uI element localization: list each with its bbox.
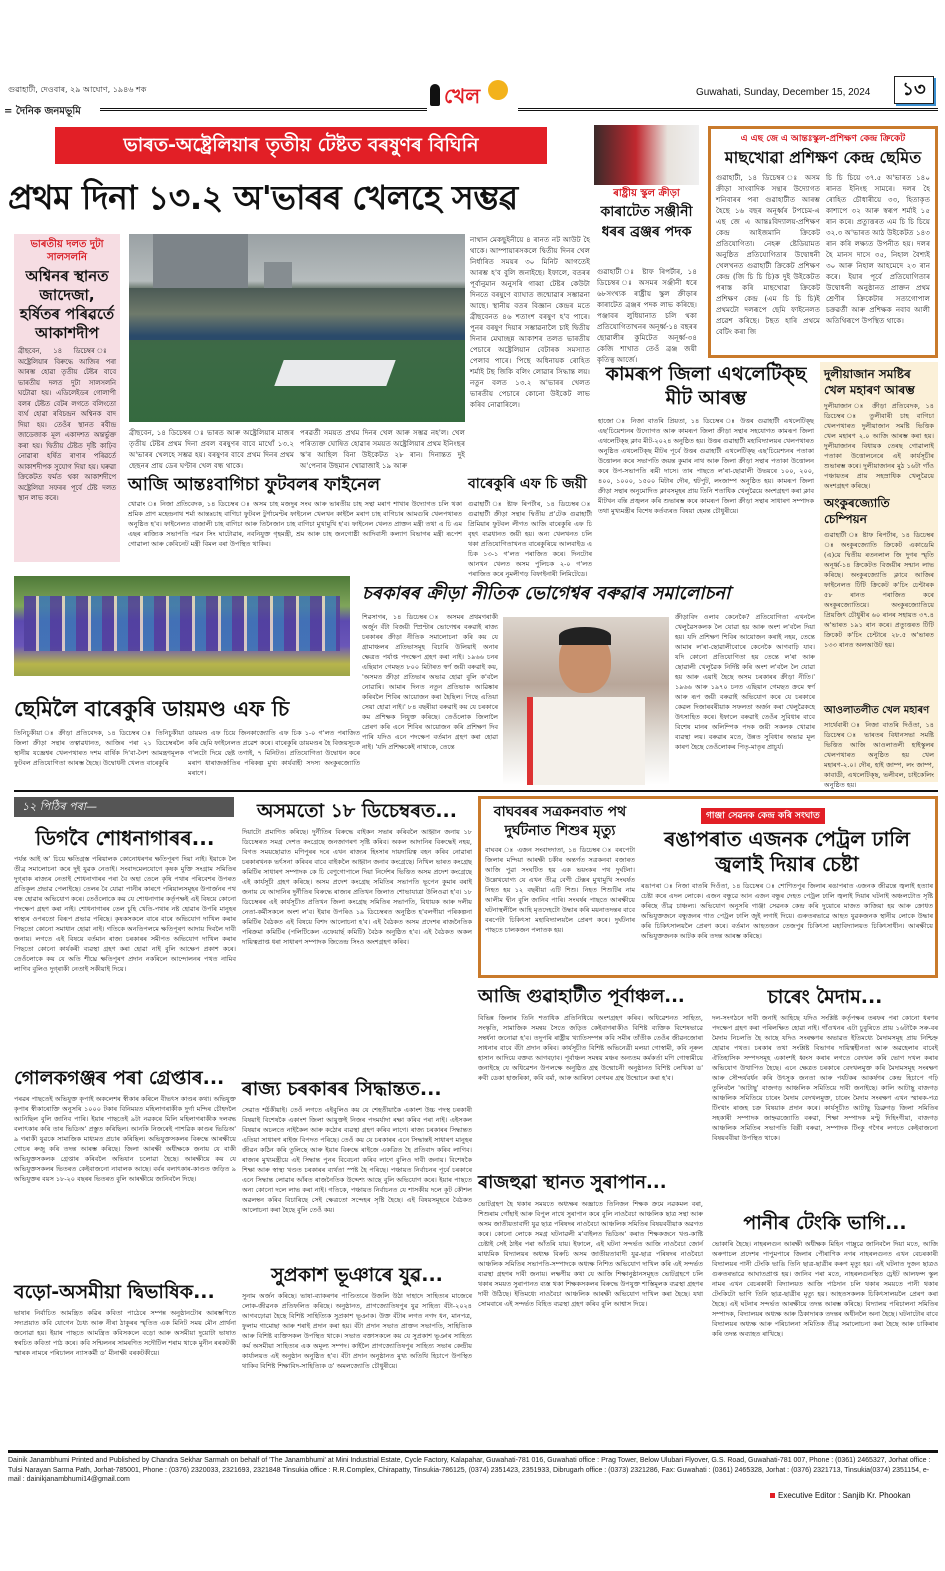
continued-label: ১২ পিঠিৰ পৰা—	[14, 797, 234, 817]
editor-name: Executive Editor : Sanjib Kr. Phookan	[778, 1491, 911, 1500]
runner-icon	[430, 84, 440, 106]
northeast-headline: আজি গুৱাহাটীত পূৰ্বাঞ্চল...	[478, 986, 685, 1007]
sidebar-body: ব্ৰীছবেন, ১৪ ডিচেম্বৰ ঃ অষ্ট্ৰেলিয়াৰ বিৰুদ্ধে আজিৰ পৰা আৰম্ভ হোৱা তৃতীয় টেষ্টৰ বাবে ভাৰতীয় দলত দুটা সালসলনি ঘটোৱা হয়। এডিলেইডৰ গোলাপী বলৰ টেষ্টত বেটৰ লগতে বলিংতো ব্যৰ্থ হোৱা ৰবিচন্দ্ৰন অশ্বিনক বাদ দিয়া হয়। তেওঁৰ স্থানত ৰবীন্দ্ৰ জাডেজাক মূল একাদশত অন্তৰ্ভুক্ত কৰা হয়। দ্বিতীয় টেষ্টত দৃষ্টি কাঢ়িব নোৱাৰা হৰ্ষিত ৰাণাৰ পৰিৱৰ্তে আকাশদীপক সুযোগ দিয়া হয়। ঘৰুৱা ক্ৰিকেটত ফৰ্মত থকা আকাশদীপে অষ্ট্ৰেলিয়া সফৰৰ পূৰ্বে টেষ্ট দলত স্থান লাভ কৰে।	[18, 347, 116, 502]
bhogeswar-photo	[503, 617, 669, 785]
digboi-headline: ডিগবৈ শোধনাগাৰৰ...	[35, 826, 215, 850]
charaideo-headline: চাৰেং মৈদাম...	[767, 986, 883, 1008]
bodo-body: ভাষাৰ নিৰ্বাচিত আমন্ত্ৰিত কৱিৰ কবিতা পাঠেৰে সম্পন্ন অনুষ্ঠানটোৰ আৰম্ভণিতে সদ্যপ্ৰয়াত কবি যোগেন চৈধ্য আৰু নীৰা ঠাকুৰৰ স্মৃতিত এক মিনিট সময় মৌন প্ৰাৰ্থনা জনোৱা হয়। ইয়াৰ পাছতে আমন্ত্ৰিত কবিসকলে বড়ো আৰু অসমীয়া দুয়োটা ভাষাত স্বৰচিত কবিতা পাঠ কৰে। কবি সন্মিলনৰ সামৰণিত সদৌটিল শৰাম থাকে মুনীন ৰৰকটকী স্মাৰক নামৰে পৰিচালন ন্যাসকৰ্মী ড' মীনাক্ষী বৰকটকীয়ে।	[14, 1309, 236, 1357]
lead-body-right: নাথান মেকছুইনীয়ে ৪ ৰানত নট আউট হৈ থাকে। আম্পায়াৰসকলে দ্বিতীয় দিনৰ খেল নিৰ্ধাৰিত সময়ৰ ৩০ মিনিট আগতেই আৰম্ভ হ'ব বুলি জনাইছে। ইফালে, বতৰৰ পূৰ্বানুমান অনুসৰি গাব্বা টেষ্টৰ কেউটা দিনতে বৰষুণে ব্যাঘাত জন্মোৱাৰ সম্ভাৱনা আছে। স্থানীয় বতৰ বিজ্ঞান কেন্দ্ৰৰ মতে ব্ৰীছবেনত ৪৬ শতাংশ বৰষুণ হ'ব পাৰে। পুনৰ বৰষুণ দিয়াৰ সম্ভাৱনালৈ চাই দ্বিতীয় দিনাৰ মেঘাচ্ছন্ন আকাশৰ তলত ভাৰতীয় পেচাৰে অষ্ট্ৰেলিয়ান বেটাৰক সমস্যাত পেলাব পাৰে। পিছে অধিনায়ক ৰোহিত শৰ্মাই টছ জিকি বলিং লোৱাৰ সিদ্ধান্ত লয়। নতুন বলত ১৩.২ অ'ভাৰৰ খেলত ভাৰতীয় পেচাৰে কোনো উইকেট লাভ কৰিব নোৱাৰিলে।	[470, 235, 590, 409]
rajahuwa-headline: ৰাজহুৱা স্থানত সুৰাপান...	[478, 1172, 667, 1193]
barekuri-semi-col-2: ডায়মণ্ড এফ চিয়ে জিনকাজ্যোতি এফ চিক ১-০ গ'লত পৰাজিত কৰি ছেমি ফাইনেলত প্ৰৱেশ কৰে। বাৰেকুৰি ডায়মণ্ডৰ হৈ বিজয়সূচক গ'লটো দিয়ে ছেষ্ট তগাই, ৭ মিনিটত। প্ৰতিযোগিতা উদ্বোধন কৰে মৰাণ ধাৰাজৰ্জাতিৰ পৰিকল্প মুখ্য কাৰ্যবাহী সদস্য অংকুৰজ্যোতি মৰাণে।	[188, 729, 360, 777]
section-logo-text: খেল	[444, 84, 481, 108]
photo-caption-1: ব্ৰীছবেন, ১৪ ডিচেম্বৰ ঃ ভাৰত আৰু অষ্ট্ৰেলিয়াৰ মাজৰ তৃতীয় টেষ্টৰ প্ৰথম দিনা প্ৰবল বৰষুণৰ বাবে মাথোঁ ১৩.২ অ'ভাৰৰ খেলহে সম্ভৱ হয়। বৰষুণৰ বাবে প্ৰথম দিনৰ প্ৰথম ছেছনৰ প্ৰায় ডেৰ ঘণ্টাৰ খেল বন্ধ থাকে।	[129, 428, 294, 470]
building-shape	[153, 234, 248, 288]
duliajan-body: দুলীয়াজান ঃ ক্ৰীড়া প্ৰতিবেদক, ১৪ ডিচেম্বৰ ঃ তুলীবাৰী চাহ বাগিচা খেলপথাৰত দুলীয়াজান সমষ্টি ভিত্তিক খেল মহাৰণ ২.০ আজি আৰম্ভ কৰা হয়। দুলীয়াজানৰ বিধায়ক তেৰছ গোৱালাই পতাকা উত্তোলনেৰে এই কাৰ্যসূচীৰ শুভাৰম্ভ কৰে। দুলীয়াজানৰ মুঠ ১৬টা গাঁও পঞ্চায়তৰ প্ৰায় সহস্ৰাধিক খেলুৱৈয়ে অংশগ্ৰহণ কৰিছে।	[824, 402, 934, 490]
duliajan-headline: দুলীয়াজান সমষ্টিৰ খেল মহাৰণ আৰম্ভ	[824, 367, 915, 397]
footer-rule	[8, 1450, 938, 1453]
bhogeswar-col-2: ক্ৰীড়াবিদ ওলাব কেনেকৈ? প্ৰতিযোগিতা এখনলৈ খেলুৱৈসকলক লৈ যোৱা হয় আৰু অংশ ল'বলৈ দিয়া হয়। যদি প্ৰশিক্ষণ শিবিৰ আয়োজন কৰাই নহয়, তেন্তে আমাৰ ল'ৰা-ছোৱালীবোৰে কেনেকৈ আগবাঢ়ি যাব। যদি কোনো প্ৰতিযোগিতা হয় তেন্তে ল'ৰা আৰু ছোৱালী খেলুৱৈক নিৰ্দিষ্ট কৰি অংশ ল'বলৈ লৈ যোৱা হয় আৰু এয়াই হৈছে অসম চৰকাৰৰ ক্ৰীড়া নীতি।' ১৯৬৬ আৰু ১৯৭০ চনত এছিয়ান গেমছত ক্ৰমে স্বৰ্ণ আৰু ৰূপ জয়ী বৰুৱাই অভিযোগ কৰে যে চৰকাৰে কেৱল দিজাৰবৰীয়াক সফলতা অৰ্জন কৰা খেলুৱৈকহে উৎসাহিত কৰে। ইফালে বৰুৱাই তেওঁৰ সুবিধাৰ বাবে বিশেষ মানৰ অলিম্পিক পদক জয়ী সকলক খোৱাৰ ব্যৱস্থা লয়। বৰুৱাৰ মতে, উন্নত সুবিধাৰ অভাৱ মূল কাৰণ হৈছে তেওঁলোকৰ পিতৃ-মাতৃৰ প্ৰাচুৰ্য।	[675, 613, 815, 751]
lead-photo-stadium	[129, 234, 465, 422]
tea-football-headline: আজি আন্তঃবাগিচা ফুটবলৰ ফাইনেল	[128, 475, 380, 495]
footer-imprint: Dainik Janambhumi Printed and Published by Chandra Sekhar Sarmah on behalf of 'The Janambhumi' at Mini Industrial Estate, Cycle Factory, Kalapahar, Guwahati-781 016, Guwahati office : Prag Tower, Below Ulubari Flyover, G.S. Road, Guwahati-781 007, Phone : (0361) 2465327, Jorhat office : Tulsi Narayan Sarma Path, Jorhat-785001, Phone : (0376) 2320033, 2321693, 2321848 Tinsukia office : R.R.Complex, Chirapatty, Tinsukia-786125, (0374) 2351423, 2351933, Dibrugarh office : (0373) 2321286, Fax: Guwahati : (0361) 2465328, Jorhat : (0376) 2321713, Tinsukia(0374) 2351154, e-mail : dainikjanambhumi14@gmail.com	[8, 1457, 931, 1483]
baghbar-headline: বাঘবৰৰ সত্ৰকনবাত পথ দুৰ্ঘটনাত শিশুৰ মৃত্যু	[493, 804, 627, 839]
tea-football-body: খোৱাং ঃ নিজা প্ৰতিবেদক, ১৪ ডিচেম্বৰ ঃ অসম চাহ মজদুৰ সংঘ আৰু ভাৰতীয় চাহ সন্থা মৰাণ শাখাৰ উদ্যোগত চলি থকা শ্ৰমিক প্ৰাণ মহেন্দ্ৰনাথ শৰ্মা আন্তঃচাহ বাগিচা ফুটবল টুৰ্ণামেণ্টৰ ফাইনেল খেলখন কাইলৈ মৰাণ চাহ বাগিচাৰ আমগুৰি খেলপথাৰত অনুষ্ঠিত হ'ব। ফাইনেলত বাজালী চাহ বাগিচা আৰু তিনৈজান চাহ বাগিচা মুখামুখি হ'ব। ফাইনেল খেলত প্ৰাক্তন মন্ত্ৰী তথা এ চি এম এছৰ ৰাজ্যিক সভাপতি পৱন সিং ঘাটোৱাৰ, নবনিযুক্ত গৃহমন্ত্ৰী, শ্ৰম আৰু চাহ জনগোষ্ঠী আদিবাসী কল্যাণ বিভাগৰ মন্ত্ৰী ৰূপেশ গোৱালা আৰু কেবিনেট মন্ত্ৰী বিমল বৰা উপস্থিত থাকিব।	[128, 500, 462, 548]
ankurjyoti-body: গুৱাহাটী ঃ ষ্টাফ ৰিপৰ্টাৰ, ১৪ ডিচেম্বৰ ঃ অংকুৰজ্যোতি ক্ৰিকেট একাডেমি (এ)য়ে দ্বিতীয় ৰতনলাল জি দুগৰ স্মৃতি অনূৰ্ধ্ব-১৪ ক্ৰিকেটত বিজয়ীৰ সন্মান লাভ কৰিছে। অংকুৰজ্যোতি ক্লাবে আজিৰ ফাইনেলত টিটি ক্ৰিকেট ক'চিং চেন্টাৰক ৫৮ ৰানত পৰাজিত কৰে অংকুৰজ্যোতিয়ে। অংকুৰজ্যোতিয়ে প্ৰিয়জিৎ চৌধুৰীৰ ৬০ ৰানৰ সহায়ত ৩৭.৪ অ'ভাৰত ১৯১ ৰান কৰে। প্ৰত্যুত্তৰত টিটি ক্ৰিকেট ক'চিং চেন্টাৰে ২৮.৫ অ'ভাৰত ১৩৩ ৰানত অলআউট হয়।	[824, 531, 934, 649]
northeast-body: বিভিন্ন জিলাৰ তিনি শতাধিক প্ৰতিনিধিয়ে অংশগ্ৰহণ কৰিব। অধিৱেশনত সাহিত্য, সংস্কৃতি, সামাজিক সমন্বয় সৈতে জড়িত কেইবাগৰাকীও বিশিষ্ট ব্যক্তিক বিশেষভাৱে সম্বৰ্ধনা জনোৱা হ'ব। তদুপৰি ৰাষ্ট্ৰীয় খ্যাতিসম্পন্ন কবি সমীৰ তাঁতীক তেওঁৰ জীৱনজোৰা সাধনাৰ বাবে বঁটা প্ৰদান কৰিব। কাৰ্যসূচীত বিশিষ্ট অভিনেত্ৰী মলয়া গোস্বামী, কবি নূৰুল হাসান আদিয়ে বক্তব্য আগবঢ়াব। পূৰ্বাঞ্চল সমন্বয় মঞ্চৰ অন্যতম কৰ্মকৰ্তা মণি গোস্বামীয়ে জনাইছে যে অধিৱেশন উপলক্ষে অনুষ্ঠিত গ্ৰন্থ উন্মোচনী অনুষ্ঠানত বিশিষ্ট লেখিকা ড' ৰুবী ডেকা হাজৰিকা, কবি বৰ্মা, আৰু আৰিফা বেগমৰ গ্ৰন্থ উন্মোচন কৰা হ'ব।	[478, 1014, 703, 1082]
photo-caption-2: পৰৱৰ্তী সময়ত প্ৰথম দিনৰ খেল আৰু সম্ভৱ নহ'ল। খেল পৰিত্যক্ত ঘোষিত হোৱাৰ সময়ত অষ্ট্ৰেলিয়াৰ প্ৰথম ইনিংছৰ স্ক'ৰ আছিল বিনা উইকেটত ২৮ ৰান। দিনান্তত দুই অ'পেনাৰ উছমান খোৱাজাই ১৯ আৰু	[300, 428, 465, 470]
awlatali-headline: আওলাতলীত খেল মহাৰণ	[824, 705, 930, 716]
stands-band	[129, 288, 465, 340]
cricket-col-2: চি চি চিয়ে ৩৭.৫ অ'ভাৰত ১৪০ ৰানত ইনিংছ সামৰে। দলৰ হৈ ৰোহিত চৌধাৰীয়ে ৩৩, হিতাকৃত কাশ্যপে ৩২ আৰু স্বৰূপ শৰ্মাই ১৫ ৰান কৰে। প্ৰত্যুত্তৰত এম চি চি চিয়ে ৩২.৩ অ'ভাৰত আঠ উইকেটত ১৪৩ ৰান কৰি লক্ষ্যত উপনীত হয়। দলৰ হৈ মানস দাসে ৩৫, নিহাল বৈশ্যই ৩০ আৰু নিহাল আহমেদে ২৩ ৰান কৰে। ইয়াৰ পূৰ্বে প্ৰতিযোগিতাৰ উদ্বোধনী অনুষ্ঠানত প্ৰাক্তন প্ৰথম শ্ৰেণীৰ ক্ৰিকেটাৰ সত্যগোপাল চক্ৰৱৰ্তী আৰু প্ৰশিক্ষক নবাব আলী অতিথিৰূপে উপস্থিত থাকে।	[826, 173, 930, 325]
bhogeswar-col-1: শিৱসাগৰ, ১৪ ডিচেম্বৰ ঃ অসমৰ প্ৰথমগৰাকী অৰ্জুন বঁটা বিজয়ী স্প্ৰিণ্টাৰ ভোগেশ্বৰ বৰুৱাই ৰাজ্য চৰকাৰৰ ক্ৰীড়া নীতিক সমালোচনা কৰি কয় যে গ্ৰামাঞ্চলৰ প্ৰতিভাসমূহ বিচাৰি উলিয়াই অনাৰ ক্ষেত্ৰত পৰ্যাপ্ত পদক্ষেপ গ্ৰহণ কৰা নাই। ১৯৬৬ চনৰ এছিয়ান গেমছত ৮০০ মিটাৰত স্বৰ্ণ জয়ী বৰুৱাই কয়, 'অসমত ক্ৰীড়া প্ৰতিভাৰ অভাৱ হোৱা বুলি ক'বলৈ নোৱাৰি। আমাৰ দিনত নতুন প্ৰতিভাক আৱিষ্কাৰ কৰিবলৈ শিবিৰ আয়োজন কৰা হৈছিল। পিছে এতিয়া সেয়া হোৱা নাই।' ৮৪ বছৰীয়া বৰুৱাই কয় যে চৰকাৰে কম প্ৰশিক্ষক নিযুক্ত কৰিছে। তেওঁলোক জিলালৈ প্ৰেৰণ কৰি এনে শিবিৰ আয়োজন কৰি প্ৰশিক্ষণ দিব পাৰি যদিও এনে পদক্ষেপ বৰ্তমান গ্ৰহণ কৰা হোৱা নাই। 'যদি প্ৰশিক্ষকেই নাথাকে, তেন্তে	[362, 613, 498, 751]
bullet-icon	[770, 1493, 775, 1498]
northeast-column	[478, 985, 703, 1425]
baghbar-body: বাঘবৰ ঃ এজন সংবাদদাতা, ১৪ ডিচেম্বৰ ঃ বৰপেটা জিলাৰ মন্দিয়া আৰক্ষী চকীৰ অন্তৰ্গত সত্ৰকনবা বজাৰত আজি পুৱা সংঘটিত হয় এক ভয়ংকৰ পথ দুৰ্ঘটনা। উল্লেখযোগ্য যে এখন তীব্ৰ বেগী টেক্সৰ মুখামুখি সংঘৰ্ষত নিহত হয় ১২ বছৰীয়া এটি শিশু। নিহত শিশুটিৰ নাম আলীম দ্বীন বুলি জানিব পাৰি। সংঘৰ্ষৰ পাছতে আৰক্ষীয়ে ঘটনাস্থলীলৈ আহি মৃতদেহটো উদ্ধাৰ কৰি ময়নাতদন্তৰ বাবে বৰপেটা চিকিৎসা মহাবিদ্যালয়লৈ প্ৰেৰণ কৰে। দুৰ্ঘটনাৰ পাছতে চালকজন পলাতক হয়।	[485, 846, 635, 934]
kamrup-headline: কামৰূপ জিলা এথলেটিক্‌ছ মীট আৰম্ভ	[605, 363, 807, 409]
state-govt-body: সেৱাত শৰ্ঠকীয়াই। তেওঁ লগতে এইবুলিও কয় যে শেহতীয়াকৈ একাংশ উচ্চ পদস্থ চৰকাৰী বিষয়াই বিশেষকৈ একাংশ জিলা আয়ুক্তই নিজৰ পদমৰ্যাদা ৰক্ষা কৰিব পৰা নাই। এইসকল বিষয়াৰ অচলতে নাইকৈল আৰু কঠোৰ ব্যৱস্থা গ্ৰহণ কৰিব লাগে। ৰাজ্য চৰকাৰৰ সিদ্ধান্তত এতিয়া সাধাৰণ ৰাইজ বিপদত পৰিছে। তেওঁ কয় যে চৰকাৰৰ এনে সিদ্ধান্তই সাধাৰণ মানুহৰ জীৱন কঠিন কৰি তুলিছে আৰু ইয়াৰ বিৰুদ্ধে ৰাইজে একত্ৰিত হৈ প্ৰতিবাদ কৰিব লাগিব। ৰাজ্যৰ মুখ্যমন্ত্ৰীয়ে এই সিদ্ধান্ত পুনৰ বিবেচনা কৰিব লাগে বুলিও দাবী জনায়। বিশেষকৈ শিক্ষা আৰু স্বাস্থ্য খণ্ডত চৰকাৰৰ ব্যৰ্থতা স্পষ্ট হৈ পৰিছে। পঞ্চায়ত নিৰ্বাচনৰ পূৰ্বে চৰকাৰে এনে সিদ্ধান্ত লোৱাৰ আঁৰত ৰাজনৈতিক উদ্দেশ্য আছে বুলি অভিযোগ কৰে। ইয়াৰ পাছতে অন্য কোনো দলে লাভ কৰা নাই। গতিকে, পঞ্চায়ত নিৰ্বাচনত যে শাসকীয় দলে কূট কৌশল অৱলম্বন কৰিব বিচাৰিছে সেই ক্ষেত্ৰতো সন্দেহৰ সৃষ্টি হৈছে। এই বিষয়সমূহৰে বৈঠকত আলোচনা কৰা হৈছে বুলি তেওঁ কয়।	[242, 1106, 472, 1214]
cricket-kicker: এ এছ জে এ আন্তঃস্কুল-প্ৰশিক্ষণ কেন্দ্ৰ ক্ৰিকেট	[740, 134, 906, 144]
masthead	[0, 70, 945, 120]
football-team-photo	[14, 576, 350, 676]
barekuri-semi-col-1: তিনিচুকীয়া ঃ ক্ৰীড়া প্ৰতিবেদক, ১৪ ডিচেম্বৰ ঃ তিনিচুকীয়া জিলা ক্ৰীড়া সন্থাৰ তত্বাৱধানত, আজিৰ পৰা ২১ ডিচেম্বৰলৈ স্থানীয় যজ্ঞেশ্বৰ খেলপথাৰত দশম বাৰ্ষিক দি'বা-নৈশ আমন্ত্ৰণমূলক ফুটবল প্ৰতিযোগিতা আৰম্ভ হৈছে। উদ্বোধনী খেলত বাৰেকুৰি	[14, 729, 184, 767]
lead-sidebar	[14, 234, 120, 562]
bandh-headline: অসমতো ১৮ ডিচেম্বৰত...	[257, 800, 457, 822]
ankurjyoti-headline: অংকুৰজ্যোতি চেম্পিয়ন	[824, 496, 890, 526]
rajahuwa-body: ভোটগ্ৰহণ হৈ থকাৰ সময়তে অধ্যক্ষৰ অজ্ঞাতে তিনিজন শিক্ষক ক্ৰমে নৱকমল বৰা, শিশুৰাম গোঁহাই আৰু বিপুল নাথে সুৰাপান কৰে বুলি নাওবৈচা আঞ্চলিক ছাত্ৰ সন্থা আৰু অসম জাতীয়তাবাদী যুৱ ছাত্ৰ পৰিষদৰ নাওবৈচা আঞ্চলিক সমিতিৰ বিষয়ববীয়াক অৱগত কৰে। কোনো লোকে সমগ্ৰ ঘটনাৱলী ম'বাইলত ভিডিঅ' কৰাত শিক্ষকজনে খণ্ড-কাষ্টি চেষ্টাই সেই ঠাইৰ পৰা আঁতৰি যায়। ইফালে, এই ঘটনা সন্দৰ্ভত আজি নাওবৈচা জোৰ্ন মাধ্যমিক বিদ্যালয়ৰ অধ্যক্ষ বিৰুচি অসম জাতীয়তাবাদী যুৱ-ছাত্ৰ পৰিষদৰ নাওবৈচা আঞ্চলিক সমিতিৰ সভাপতি-সম্পাদকে অধ্যক্ষ নিশিত অভিযোগ দাখিল কৰি এই সন্দৰ্ভত ব্যৱস্থা গ্ৰহণৰ দাবী জনায়। লক্ষণীয় কথা যে আজি শিক্ষানুষ্ঠানসমূহত ভোটগ্ৰহণে চলি থকাৰ সময়ত সুৰাপানত ব্যস্ত থকা শিক্ষকসকলৰ বিৰুদ্ধে উপযুক্ত শাস্তিমূলক ব্যৱস্থা গ্ৰহণৰ দাবী উঠিছে। ইতিমধ্যে নাওবৈচা আঞ্চলিক আৰক্ষী অভিযোগ দাখিল কৰা হৈছে। যথা সোমবাৰে এই সন্দৰ্ভত বিহিত ব্যৱস্থা গ্ৰহণ কৰিব বুলি আশ্বাস দিয়ে।	[478, 1200, 703, 1308]
boxed-row	[478, 796, 938, 978]
rangapara-body: ৰঙাপৰা ঃ নিজা বাতৰি দিওঁতা, ১৪ ডিচেম্বৰ ঃ শোণিতপুৰ জিলাৰ ৰঙাপৰাত এজনক জীৱন্তে জ্বলাই হত্যাৰ চেষ্টা কৰে এদল লোকে। এজন বন্ধুৱে আন এজন বন্ধুৰ দেহত পেট্ৰল ঢালি জ্বলাই দিয়াৰ ঘটনাই অঞ্চলটোত সৃষ্টি কৰিছে তীব্ৰ চাঞ্চল্য। অভিযোগ অনুসৰি গাঞ্জা সেৱনক কেন্দ্ৰ কৰি দুয়োৰে মাজত কাজিয়া হয় আৰু ক্ৰোধত অভিযুক্তজনে বন্ধুজনৰ গাত পেট্ৰল ঢালি জুই লগাই দিয়ে। গুৰুতৰভাৱে আহত যুৱকজনক স্থানীয় লোকে উদ্ধাৰ কৰি চিকিৎসালয়লৈ প্ৰেৰণ কৰে। বৰ্তমান আহতজন তেজপুৰ চিকিৎসা মহাবিদ্যালয়ত চিকিৎসাধীন। আৰক্ষীয়ে অভিযুক্তজনক আটক কৰি তদন্ত আৰম্ভ কৰিছে।	[641, 882, 933, 940]
ball-icon	[488, 80, 508, 100]
cricket-headline: মাছখোৱা প্ৰশিক্ষণ কেন্দ্ৰ ছেমিত	[724, 148, 922, 167]
players-row	[24, 596, 340, 651]
rangapara-kicker: গাঞ্জা সেৱনক কেন্দ্ৰ কৰি সংঘাত	[701, 808, 825, 824]
kamrup-title-block	[598, 362, 814, 412]
bodo-headline: বড়ো-অসমীয়া দ্বিভাষিক...	[14, 1281, 215, 1303]
section-logo	[430, 74, 516, 116]
karate-kicker: ৰাষ্ট্ৰীয় স্কুল ক্ৰীড়া	[613, 188, 680, 199]
barekuri-semi-headline: ছেমিলৈ বাৰেকুৰি ডায়মণ্ড এফ চি	[14, 697, 290, 721]
lead-headline: প্ৰথম দিনা ১৩.২ অ'ভাৰৰ খেলহে সম্ভৱ	[8, 178, 518, 217]
sidebar-kicker: ভাৰতীয় দলত দুটা সালসলনি	[30, 239, 104, 263]
page-number: ১৩	[894, 76, 934, 104]
karate-body: গুৱাহাটী ঃ ষ্টাফ ৰিপৰ্টাৰ, ১৪ ডিচেম্বৰ ঃ অসমৰ সঞ্জীনী ধৰে ৬৮সংখ্যক ৰাষ্ট্ৰীয় স্কুল ক্ৰীড়াৰ কাৰাটেত ব্ৰঞ্জৰ পদক লাভ কৰিছে। পঞ্জাবৰ লুধিয়ানাত চলি থকা প্ৰতিযোগিতাখনৰ অনূৰ্ধ্ব-১৪ বছৰৰ ছোৱালীৰ কুমিটেত অনূৰ্ধ্ব-৩৪ কেজি শাখাত তেওঁ ব্ৰঞ্জ জয়ী কৃতিত্ব আৰ্জে।	[597, 267, 697, 364]
building-shape	[264, 262, 292, 288]
masthead-rule-left	[100, 108, 427, 111]
pitch-cover	[274, 360, 395, 386]
rangapara-story	[641, 803, 933, 973]
barekuri-win-headline: বাৰেকুৰি এফ চি জয়ী	[468, 476, 587, 492]
water-tank-body: ভোকাৰি হৈছে। নাহৰলগুন আৰক্ষী অধীক্ষক মিহিন গাম্লুৱে জানিবলৈ দিয়া মতে, আজি অৰুণাচল প্ৰদেশৰ পাপুমপাৰে জিলাৰ পৌৰাণিক নগৰ নাহৰলগুনত এখন বেচৰকাৰী বিদ্যালয়ৰ পানী টেংকি ভাঙি তিনি ছাত্ৰ-ছাত্ৰীৰ কৰুণ মৃত্যু হয়। এই ঘটনাত দুজন ছাত্ৰও গুৰুতৰভাৱে আঘাতপ্ৰাপ্ত হয়। জানিব পৰা মতে, নাহৰলগুনস্থিত চ্ৰেইট আলফন্স স্কুল নামৰ এখন বেচৰকাৰী বিদ্যালয়ত আজি পাঠদান চলি থকাৰ সময়তে পানী থকাৰ টেংকিটো ভাগি তিনি ছাত্ৰ-ছাত্ৰীৰ মৃত্যু হয়। আহতসকলক চিকিৎসালয়লৈ প্ৰেৰণ কৰা হৈছে। এই ঘটনাৰ সন্দৰ্ভত আৰক্ষীয়ে তদন্ত আৰম্ভ কৰিছে। বিদ্যালয় পৰিচালনা সমিতিৰ সম্পাদক, বিদ্যালয়ৰ অধ্যক্ষ আৰু ঠিকাদাৰক তদন্তৰ অধীনলৈ অনা হৈছে। ঘটনাটোৰ বাবে বিদ্যালয়ৰ অধ্যক্ষ আৰু পৰিচালনা সমিতিক তীব্ৰ সমালোচনা কৰা হৈছে আৰু চাকিৰাৰ কৰি তদন্ত অব্যাহত ৰাখিছে।	[712, 1240, 938, 1338]
bandh-body: দিয়াটো প্ৰমাণিত কৰিছে। দুৰ্নীতিৰ বিৰুদ্ধে বাইকন সভাৰ কৰিবলৈ আহ্বান জনায় ১৮ ডিচেম্বৰত সমগ্ৰ দেশত কংগ্ৰেছে জনজাগৰণ সৃষ্টি কৰিব। অকল আদানিৰ বিৰুদ্ধেই নহয়, বিগত সময়ছোৱাত মণিপুৰৰ দৰে এখন ৰাজ্যৰ হিংসাৰ দায়দায়িত্ব বহন কৰিব নোৱাৰা চৰকাৰখনক ভৰ্ৎসনা কৰিবৰ বাবে বাইকলৈ আহ্বান জনাব কংগ্ৰেছে। নিখিল ভাৰত কংগ্ৰেছ কমিটিৰ সাধাৰণ সম্পাদক কে চি বেণুগোপালে দিয়া নিৰ্দেশৰ ভিত্তিত অসম প্ৰদেশ কংগ্ৰেছে এই কাৰ্যসূচী গ্ৰহণ কৰিছে। অসম প্ৰদেশ কংগ্ৰেছ সমিতিৰ সভাপতি ভূপেন কুমাৰ বৰাই জনায় যে আদানিৰ দুৰ্নীতিৰ বিৰুদ্ধে ৰাজ্যৰ প্ৰতিখন জিলাত শোভাযাত্ৰা উলিওৱা হ'ব। ১৮ ডিচেম্বৰৰ এই কাৰ্যসূচীত প্ৰতিখন জিলা কংগ্ৰেছ সমিতিৰ সভাপতি, বিধায়ক আৰু দলীয় নেতা-কৰ্মীসকলে অংশ ল'ব। ইয়াৰ উপৰিও ১৯ ডিচেম্বৰত অনুষ্ঠিত হ'বলগীয়া পৰিকল্পনা কমিটিৰ বৈঠকত এই বিষয়ে বিশদ আলোচনা হ'ব। এই বৈঠকত অসম প্ৰদেশৰ ৰাজনৈতিক পৰিক্ৰমা কমিটিৰ (পলিটিকেল এফেয়াৰ্ছ কমিটি) বৈঠক অনুষ্ঠিত হ'ব। এই বৈঠকত অকল দায়িত্বপ্ৰাপ্ত ধৰা সাধাৰণ সম্পাদক জিতেন্দ্ৰ সিংও অংশগ্ৰহণ কৰিব।	[242, 828, 472, 946]
karate-photo	[594, 125, 699, 185]
kamrup-body: হাজো ঃ নিজা বাতৰি প্ৰিয়তা, ১৪ ডিচেম্বৰ ঃ উত্তৰ গুৱাহাটী এথলেটিক্‌ছ এছ'চিয়েশ্যনৰ উদ্যোগত আৰু কামৰূপ জিলা ক্ৰীড়া সন্থাৰ সহযোগত কামৰূপ জিলা এথলেটিক্‌ছ ক্লাব মীট-২০২৪ অনুষ্ঠিত হয়। উত্তৰ গুৱাহাটী মহাবিদ্যালয়ৰ খেলপথাৰত অনুষ্ঠিত এথলেটিক্‌ছ মীটৰ পূৰ্বে উত্তৰ গুৱাহাটী এথলেটিক্‌ছ এছ'চিয়েশ্যনৰ পতাকা উত্তোলন কৰে সভাপতি জয়ন্ত কুমাৰ নাথ আৰু জিলা ক্ৰীড়া সন্থাৰ পতাকা উত্তোলন কৰে উপ-সভাপতি ৰূমী দাসে। তাৰ পাছতে ল'ৰা-ছোৱালী উভয়ৰে ১০০, ২০০, ৪০০, ১০০০, ১৫০০ মিটাৰ দৌৰ, শ্বটপুট, লংজাম্প অনুষ্ঠিত হয়। কামৰূপ জিলা ক্ৰীড়া সন্থাৰ অনুমোদিত ক্লাবসমূহৰ প্ৰায় তিনি শতাধিক খেলুৱৈয়ে অংশগ্ৰহণ কৰা ক্লাব মীটখন বন্তি প্ৰজ্বলন কৰি শুভাৰম্ভ কৰে কামৰূপ জিলা ক্ৰীড়া সন্থাৰ সাধাৰণ সম্পাদক তথা মুখ্যমন্ত্ৰীৰ বিশেষ কৰ্তব্যৰত বিষয়া হেমন্ত চৌধুৰীয়ে।	[598, 417, 814, 515]
cricket-box	[708, 126, 938, 358]
golakganj-body: পৰৱৰ পাছতেই অভিযুক্ত কৃপাই অকলেশৰ স্বীকাৰ কৰিলে বীভৎস কাণ্ডৰ কথা। অভিযুক্ত কৃপাৰ স্বীকাৰোক্তি অনুসৰি ১০০০ টকাৰ বিনিময়ত মহিলাগৰাকীক দুৰ্গা মন্দিৰ চৌহদলৈ আনিছিল বুলি জানিব পাৰি। ইয়াৰ পাছতেই ৯টা নৱকৰে মিলি মহিলাগৰাকীক দলবদ্ধ বলাৎকাৰ কৰি তাৰ ভিডিঅ' প্ৰস্তুত কৰিছিল। আনকি নিজৰেই পাশৱিক কাণ্ডৰ ভিডিঅ' ৯ গৰাকী যুৱকে সামাজিক মাধ্যমত প্ৰচাৰ কৰিছিল। অভিযুক্তসকলৰ বিৰুদ্ধে আৰক্ষীয়ে গোচৰ ৰুজু কৰি তদন্ত আৰম্ভ কৰিছে। জিলা আৰক্ষী অধীক্ষকে জনায় যে বাকী অভিযুক্তসকলক গ্ৰেপ্তাৰ কৰিবলৈ অভিযান চলোৱা হৈছে। আৰক্ষীয়ে কয় যে অভিযুক্তসকলৰ ভিতৰত কেইবাজনো নাবালক আছে। বৰ্বৰ বলাৎকাৰ-কাণ্ডত জড়িত ৯ অভিযুক্তৰ বয়স ১৮-২০ বছৰৰ ভিতৰত বুলি আৰক্ষীয়ে জানিবলৈ দিছে।	[14, 1095, 236, 1183]
charaideo-column	[712, 985, 938, 1425]
middle-column	[242, 797, 472, 1422]
paper-name: = দৈনিক জনমভূমি	[4, 106, 81, 117]
suprakash-body: সুনাম অৰ্জন কৰিছে। ভাষা-ব্যাকৰণৰ পাণ্ডিত্যৰে উজলি উঠা দাহাদে সাহিত্যৰ মাজেৰে লোক-জীৱনক প্ৰতিফলিত কৰিছে। অনুষ্ঠানত, প্ৰাগজ্যোতিষপুৰ যুৱ সাহিত্য বঁটা-২০২৪ আগবঢ়োৱা হৈছে বিশিষ্ট সাহিত্যিক সুপ্ৰকাশ ভূঞাক। উক্ত বঁটাৰ লগত নগদ ধন, মানপত্ৰ, ফুলাম গামোছা আৰু শৰাই প্ৰদান কৰা হয়। বঁটা প্ৰদান সভাত প্ৰাক্তন সভাপতি, সাহিত্যিক আৰু বিশিষ্ট ব্যক্তিসকল উপস্থিত থাকে। সভাত বক্তাসকলে কয় যে সুপ্ৰকাশ ভূঞাৰ সাহিত্য কৰ্ম অসমীয়া সাহিত্যৰ এক অমূল্য সম্পদ। কাইলৈ প্ৰাগজ্যোতিষপুৰ সাহিত্য সভাৰ কেন্দ্ৰীয় কাৰ্যালয়ত এই অনুষ্ঠান অনুষ্ঠিত হ'ব। বঁটা প্ৰদান অনুষ্ঠানত মুখ্য অতিথি হিচাপে উপস্থিত থাকিব বিশিষ্ট শিক্ষাবিদ-সাহিত্যিক ড' অমলজ্যোতি চৌধুৰীয়ে।	[242, 1292, 472, 1370]
masthead-rule-right	[518, 108, 938, 111]
water-tank-headline: পানীৰ টেংকি ভাগি...	[743, 1212, 907, 1234]
footer-editor	[770, 1490, 911, 1501]
cricket-col-1: গুৱাহাটী, ১৪ ডিচেম্বৰ ঃ অসম ক্ৰীড়া সাংবাদিক সন্থাৰ উদ্যোগত শনিবাৰৰ পৰা গুৱাহাটীত আৰম্ভ হৈছে ১৬ বছৰ অনূৰ্ধ্বৰ টপচেম-এ এছ জে এ আন্তঃবিদ্যালয়-প্ৰশিক্ষণ কেন্দ্ৰ আইজমানি ক্ৰিকেট প্ৰতিযোগিতা। নেহৰু ষ্টেডিয়ামত অনুষ্ঠিত প্ৰতিযোগিতাৰ উদ্বোধনী খেলখনত গুৱাহাটী ক্ৰিকেট প্ৰশিক্ষণ কেন্দ্ৰ (জি চি চি চি)ক দুই উইকেটত পৰাস্ত কৰি মাছখোৱা ক্ৰিকেট প্ৰশিক্ষণ কেন্দ্ৰ (এম চি চি চি)ই প্ৰথমটো দলৰূপে ছেমি ফাইনেলত প্ৰৱেশ কৰিছে। টছত হাৰি প্ৰথমে বেটিং কৰা জি	[716, 173, 820, 336]
baghbar-story	[485, 803, 635, 973]
date-english: Guwahati, Sunday, December 15, 2024	[696, 87, 871, 98]
charaideo-body: দল-সংগঠনে দাবী জনাই আহিছে যদিও সংশ্লিষ্ট কৰ্তৃপক্ষৰ তৰফৰ পৰা কোনো ধৰণৰ পদক্ষেপ গ্ৰহণ কৰা পৰিলক্ষিত হোৱা নাই। গাঁওখনৰ এটা চুবুৰিতে প্ৰায় ১৬টাকৈ সৰু-বৰ মৈদাম নিচলতি হৈ আছে যদিও সংৰক্ষণৰ অভাৱত ইতিমধ্যে মৈদামসমূহ প্ৰায় নিশ্চিহ্ন হোৱাৰ পথত। চৰকাৰ তথা সংশ্লিষ্ট বিভাগৰ দায়িত্বহীনতা আৰু অৱহেলাৰ বাবেই ঐতিহাসিক সম্পদসমূহ একাংশই ধ্বংস কৰাৰ লগতে বেদখল কৰি ভোগ দখল কৰাৰ অভিযোগ উত্থাপিত হৈছে। এনে ক্ষেত্ৰত চৰকাৰে বেদখলমুক্ত কৰি মৈদামসমূহ সংৰক্ষণ আৰু সৌন্দৰ্যবৰ্ধন কৰি উৎসুক জনতা আৰু পৰ্যটকৰ আকৰ্ষণৰ কেন্দ্ৰ হিচাপে গঢ়ি তুলিবলৈ 'আটাছু' বাজগড় আঞ্চলিক সমিতিয়ে দাবী জনাইছে। কালি আটাছু বাজগড় আঞ্চলিক সমিতিয়ে চাৰেং মৈদাম বেদখলমুক্ত, চাৰেং মৈদাম সংৰক্ষণ এখন স্মাৰক-পত্ৰ টিংখাং ৰাজহ চক্ৰ বিষয়াক প্ৰদান কৰে। কাৰ্যসূচীত আটাছু ডিব্ৰুগড় জিলা সমিতিৰ সহকাৰী সম্পাদক জাহ্নৱজ্যোতি বৰুৱা, শিক্ষা সম্পাদক মণ্টু দিহিংগীয়া, বাজগড় আঞ্চলিক সমিতিৰ সভাপতি বিপ্লী বৰুৱা, সম্পাদক টিংকু গগৈৰ লগতে কেইবাজনো বিষয়ববীয়া উপস্থিত থাকে।	[712, 1014, 938, 1142]
state-govt-headline: ৰাজ্য চৰকাৰৰ সিদ্ধান্তত...	[242, 1078, 442, 1100]
right-sidebar	[820, 362, 938, 789]
karate-headline: কাৰাটেত সঞ্জীনী ধৰৰ ব্ৰঞ্জৰ পদক	[600, 204, 693, 240]
golakganj-headline: গোলকগঞ্জৰ পৰা গ্ৰেপ্তাৰ...	[14, 1067, 225, 1089]
lead-kicker: ভাৰত-অষ্ট্ৰেলিয়াৰ তৃতীয় টেষ্টত বৰষুণৰ বিঘিনি	[55, 127, 547, 164]
gamosa-shape	[527, 697, 645, 785]
rangapara-headline: ৰঙাপৰাত এজনক পেট্ৰল ঢালি জ্বলাই দিয়াৰ চেষ্টা	[664, 827, 910, 876]
sidebar-headline: অশ্বিনৰ স্থানত জাদেজা, হৰ্ষিতৰ পৰিৱৰ্তে আকাশদীপ	[19, 267, 115, 342]
section-divider	[14, 790, 938, 792]
bhogeswar-headline: চৰকাৰৰ ক্ৰীড়া নীতিক ভোগেশ্বৰ বৰুৱাৰ সমালোচনা	[362, 583, 731, 604]
hair-shape	[559, 627, 611, 645]
digboi-body: পৰ্যন্ত আই অ' চিয়ে ক্ষতিগ্ৰস্ত পৰিয়ালক কোনোধৰণৰ ক্ষতিপূৰণ দিয়া নাই। ইয়াকে লৈ তীব্ৰ সমালোচনা কৰে দুই যুৱক নেতাই। সংবাদমেলযোগে কৃষক মুক্তি সংগ্ৰাম সমিতিৰ দুগ্‌ৰাক ৰাজ্যৰ নেতাই শোধনাগাৰৰ পৰা বৈ অহা তেলে কৃষি পথাৰ পৰিবেশৰ উপৰত প্ৰতিকূল প্ৰভাৱ পেলাইছে। তেলৰ বৈ যোৱা পানীৰ কাৰণে পৰিয়ালসমূহৰ উপাৰ্জনৰ পথ বন্ধ হোৱাৰ অভিযোগ কৰে। তেওঁলোকে কয় যে শোধনাগাৰ কৰ্তৃপক্ষই এই বিষয়ে কোনো পদক্ষেপ গ্ৰহণ কৰা নাই। শোধনাগাৰৰ তেল চুহি খেতি-পথাৰ নষ্ট হোৱাৰ উপৰি মানুহৰ স্বাস্থ্যৰ ওপৰতো বিৰূপ প্ৰভাৱ পৰিছে। কৃষকসকলে বাৰে বাৰে অভিযোগ দাখিল কৰাৰ পিছতো কোনো সমাধান হোৱা নাই। গতিকে অনতিপলমে ক্ষতিপূৰণ আদায় দিবলৈ দাবী জনায়। লগতে এই বিষয়ে বৰ্তমান ৰাজ্য চৰকাৰৰ সমীপত অভিযোগ দাখিল কৰাৰ পিছতো কোনো কাৰ্যকৰী ব্যৱস্থা গ্ৰহণ কৰা হোৱা নাই বুলি আক্ষেপ প্ৰকাশ কৰে। তেওঁলোকে কয় যে অতি শীঘ্ৰে ক্ষতিপূৰণ প্ৰদান নকৰিলে আন্দোলনৰ পথত নামিব লাগিব বুলিও দুগ্‌ৰাকী নেতাই সকীয়াই দিয়ে।	[14, 855, 236, 973]
awlatali-body: সাৰ্থেবাৰী ঃ নিজা বাতৰি দিওঁতা, ১৪ ডিচেম্বৰ ঃ ভাৰতৰ বিধানসভা সমষ্টি ভিত্তিত আজি আওলাতলী হাইস্কুলৰ খেলপথাৰত অনুষ্ঠিত হয় খেল মহাৰণ-২.০। দৌৰ, হাই জাম্প, লং জাম্প, কাবাডী, এথলেটিক্‌ছ, ভলীবল, চাইকেলিং অনুষ্ঠিত হয়।	[824, 721, 934, 789]
continued-column	[14, 822, 236, 1422]
suprakash-headline: সুপ্ৰকাশ ভূঞাৰে যুৱ...	[271, 1264, 443, 1286]
barekuri-win-body: গুৱাহাটী ঃ ষ্টাফ ৰিপৰ্টাৰ, ১৪ ডিচেম্বৰ ঃ গুৱাহাটী ক্ৰীড়া সন্থাৰ দ্বিতীয় প্ৰ'টেক গুৱাহাটী প্ৰিমিয়াৰ ফুটবল লীগত আজি বাৰেকুৰি এফ চি বৃহৎ ব্যৱধানত জয়ী হয়। অন্য খেলখনত চলি থকা প্ৰতিযোগিতাখনত বাৰেকুৰিয়ে আলবাইড এ চিক ১৩-১ গ'লত পৰাজিত কৰে। দিনটোৰ আনখন খেলত অসম পুলিচক ২-০ গ'লত পৰাজিত কৰে নুমলীগড় বিফাইনাৰী লিমিটেডে।	[468, 500, 592, 578]
date-local: গুৱাহাটী, দেওবাৰ, ২৯ আঘোণ, ১৯৪৬ শক	[8, 85, 147, 94]
